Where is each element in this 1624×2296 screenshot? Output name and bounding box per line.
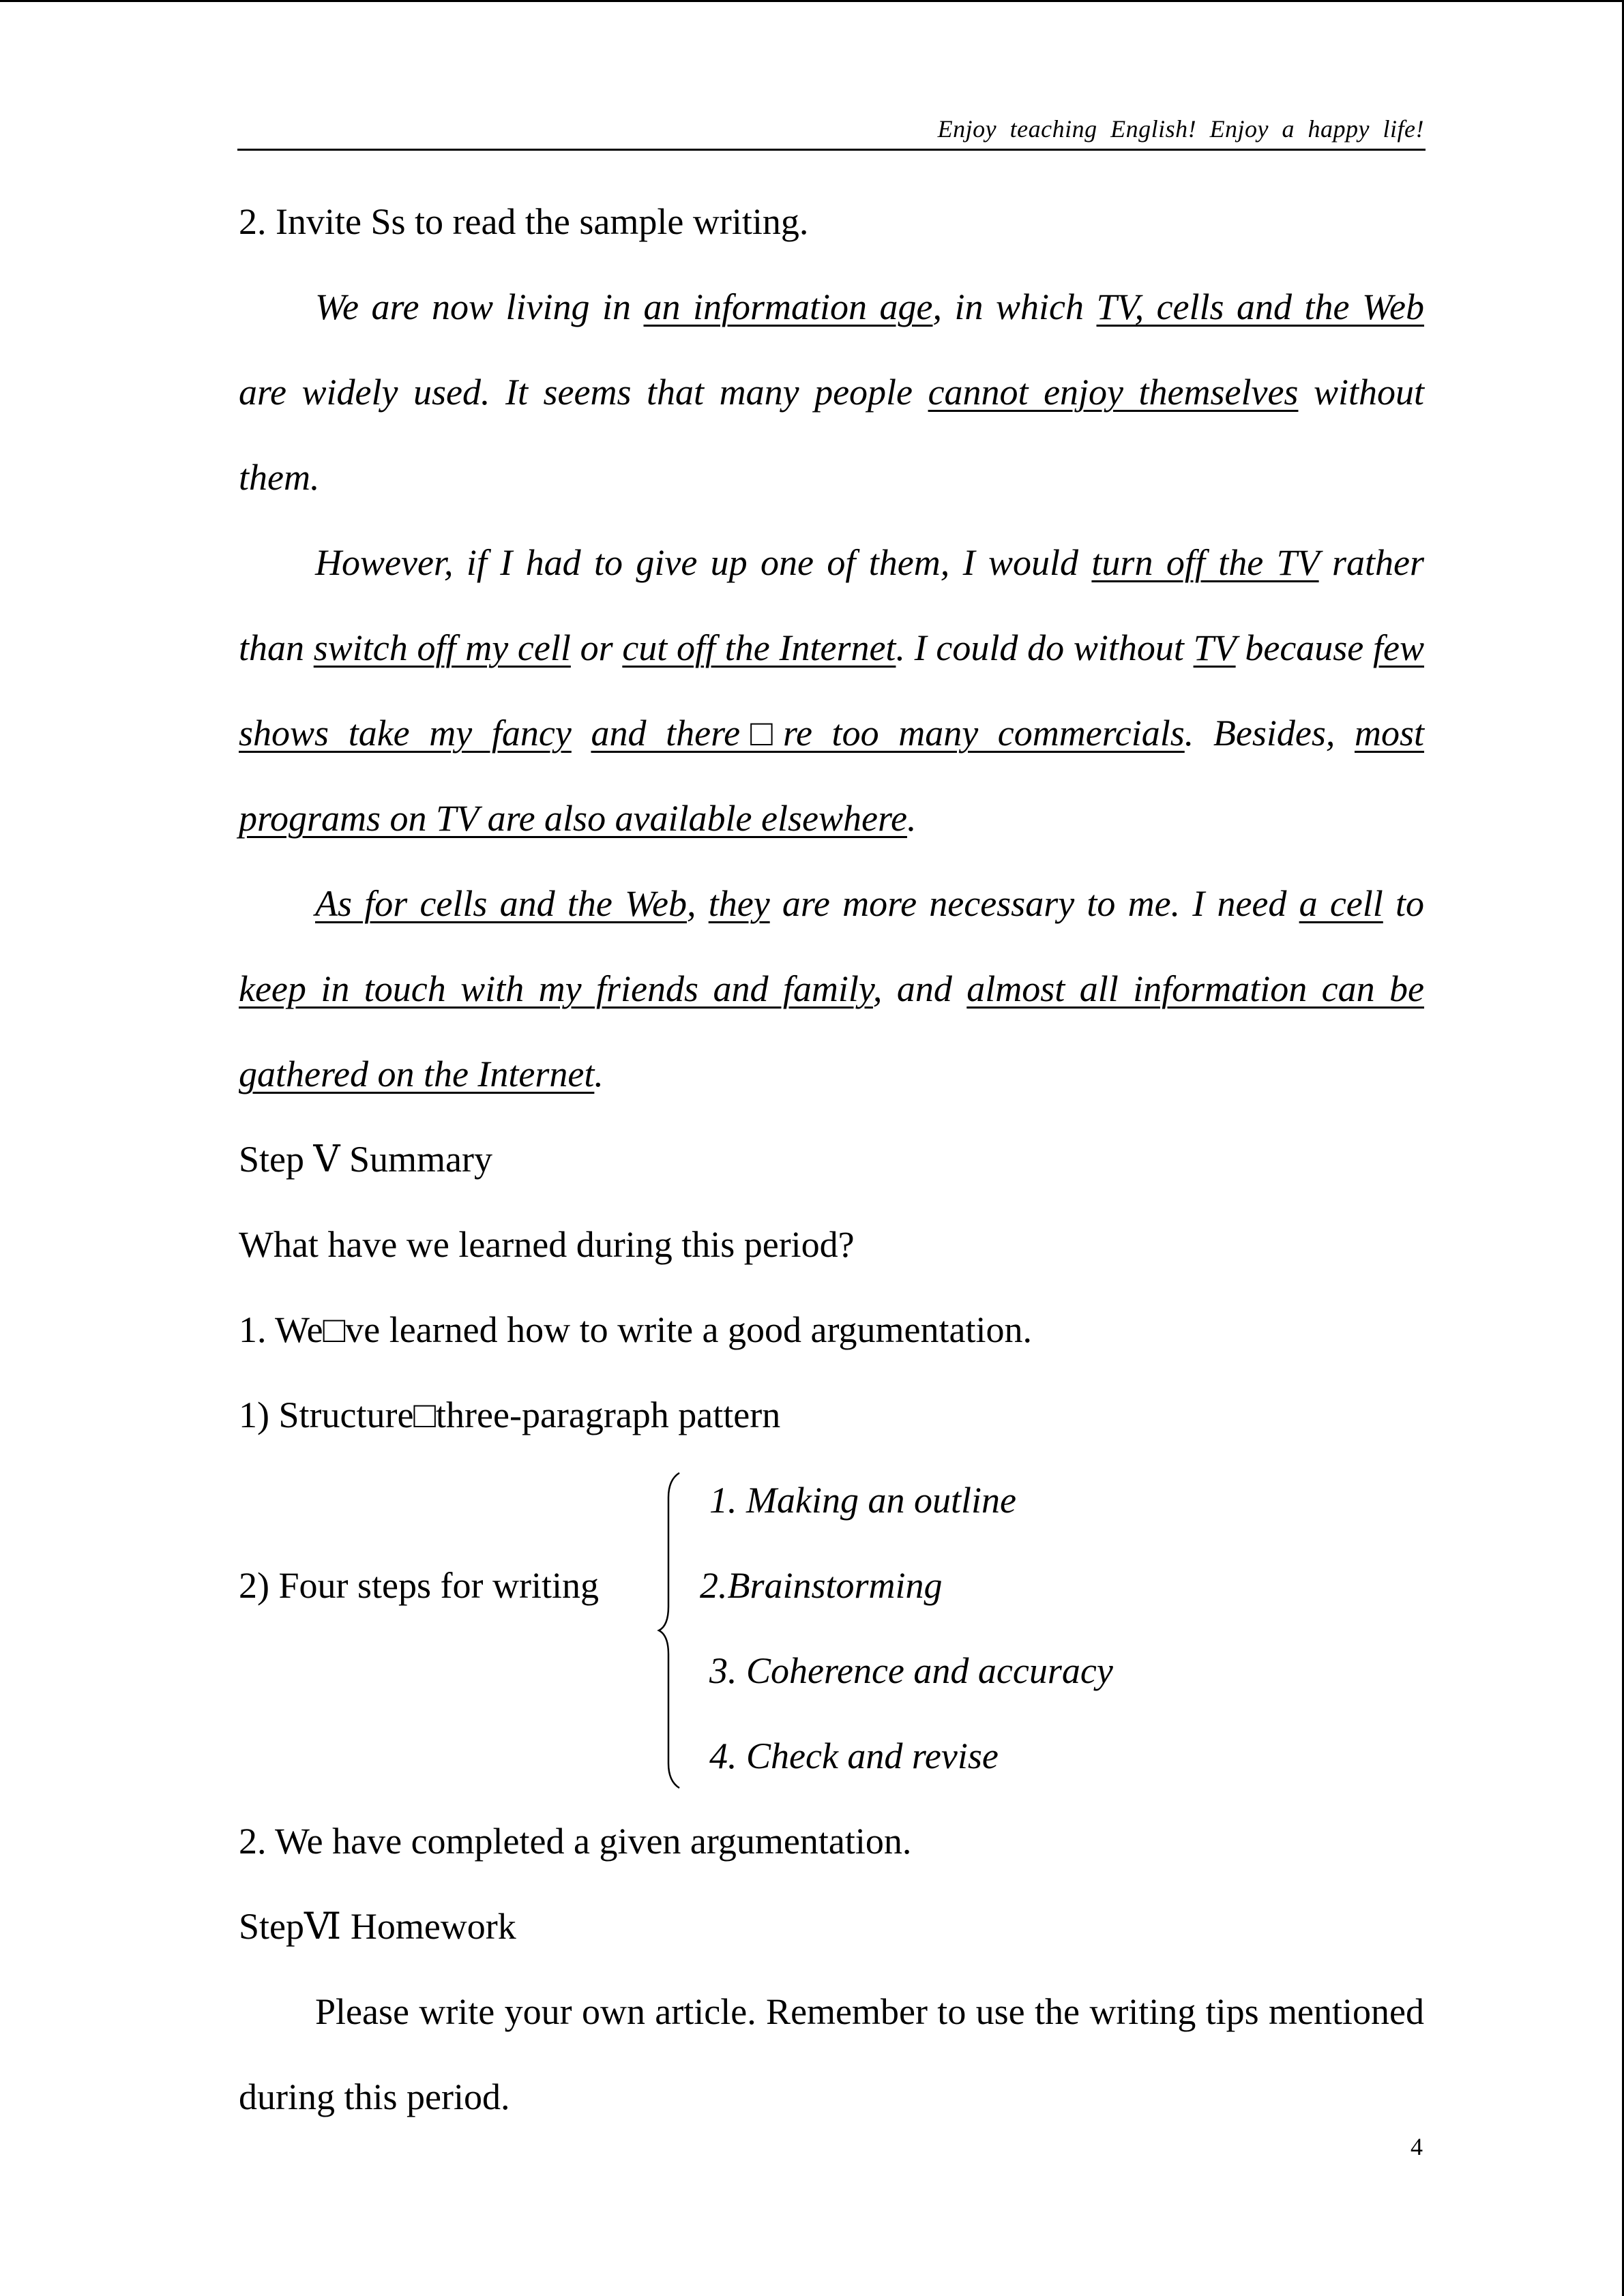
underlined-phrase: TV [1193, 627, 1236, 668]
text-run: because [1235, 627, 1374, 668]
page-number: 4 [1411, 2133, 1423, 2160]
text-run: are widely used. It seems that many people [239, 372, 928, 413]
text-run: or [570, 627, 623, 668]
writing-step: 3. Coherence and accuracy [709, 1650, 1113, 1691]
text-run: . I could do without [896, 627, 1194, 668]
writing-steps-block [239, 1458, 1424, 1799]
text-run: are more necessary to me. I need [769, 883, 1299, 924]
text-run: , [687, 883, 709, 924]
page-header [237, 108, 1426, 151]
text-run: . Besides, [1184, 713, 1355, 754]
sample-paragraph-1 [239, 265, 1424, 520]
writing-steps-list [700, 1458, 1113, 1799]
text-run: to [1383, 883, 1424, 924]
writing-step: 1. Making an outline [709, 1480, 1016, 1521]
text-run: without them. [239, 372, 1425, 498]
step6-heading: StepⅥ Homework [239, 1906, 516, 1947]
text-run: , in which [932, 286, 1097, 327]
writing-step: 2.Brainstorming [700, 1565, 943, 1606]
document-body [239, 179, 1424, 2140]
underlined-phrase: and there□re too many commercials [591, 713, 1185, 754]
underlined-phrase: few shows take my fancy [239, 627, 1425, 754]
underlined-phrase: TV, cells and the Web [1096, 286, 1425, 327]
text-run: . [594, 1054, 604, 1094]
curly-brace-icon [655, 1470, 696, 1791]
underlined-phrase: almost all information can be gathered on the Internet [239, 968, 1424, 1094]
four-steps-label: 2) Four steps for writing [239, 1565, 599, 1606]
sample-paragraph-3 [239, 861, 1424, 1117]
summary-question: What have we learned during this period? [239, 1224, 855, 1265]
underlined-phrase: a cell [1299, 883, 1383, 924]
underlined-phrase: As for cells and the Web [315, 883, 687, 924]
header-tagline: Enjoy teaching English! Enjoy a happy life! [937, 115, 1424, 143]
structure-item: 1) Structure□three-paragraph pattern [239, 1395, 781, 1435]
writing-step: 4. Check and revise [709, 1735, 999, 1776]
text-run: . [906, 798, 917, 839]
underlined-phrase: cannot enjoy themselves [928, 372, 1299, 413]
step5-heading: Step Ⅴ Summary [239, 1139, 492, 1180]
underlined-phrase: switch off my cell [313, 627, 571, 668]
page-top-border [0, 0, 1624, 2]
text-run: , and [872, 968, 967, 1009]
homework-text: Please write your own article. Remember to use the writing tips mentioned during this period. [239, 1991, 1424, 2117]
text-run [572, 713, 591, 754]
text-run: rather than [239, 542, 1424, 668]
underlined-phrase: most programs on TV are also available elsewhere [239, 713, 1424, 839]
summary-item-2: 2. We have completed a given argumentation. [239, 1821, 912, 1862]
underlined-phrase: turn off the TV [1091, 542, 1319, 583]
underlined-phrase: cut off the Internet [622, 627, 896, 668]
summary-item-1: 1. We□ve learned how to write a good argumentation. [239, 1309, 1032, 1350]
underlined-phrase: keep in touch with my friends and family [239, 968, 873, 1009]
underlined-phrase: they [708, 883, 770, 924]
text-run: We are now living in [315, 286, 644, 327]
invite-line: 2. Invite Ss to read the sample writing. [239, 201, 809, 242]
underlined-phrase: an information age [643, 286, 933, 327]
text-run: However, if I had to give up one of them, I would [315, 542, 1092, 583]
sample-paragraph-2 [239, 520, 1424, 861]
